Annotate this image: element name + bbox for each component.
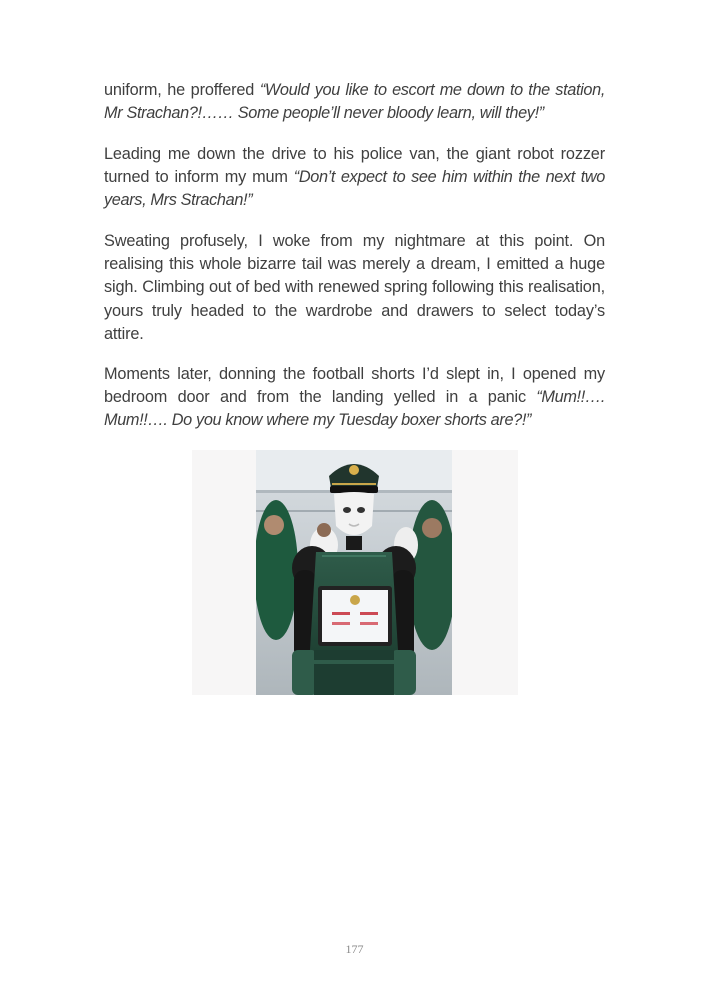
page-number: 177 [345, 942, 364, 956]
paragraph-1-text: uniform, he proffered [104, 81, 260, 99]
robot-police-illustration [256, 450, 452, 695]
paragraph-4-quote: “Mum!!…. Mum!!…. Do you know where my Tuesday boxer shorts are?!” [104, 388, 605, 430]
paragraph-2-quote: “Don’t expect to see him within the next two years, Mrs Strachan!” [104, 168, 605, 210]
paragraph-2 [104, 143, 605, 213]
robot-police-photo [256, 450, 452, 695]
paragraph-2-text: Leading me down the drive to his police van, the giant robot rozzer turned to inform my mum [104, 145, 605, 187]
paragraph-3 [104, 230, 605, 346]
paragraph-4 [104, 363, 605, 433]
paragraph-1 [104, 79, 605, 125]
paragraph-3-text: Sweating profusely, I woke from my nightmare at this point. On realising this whole bizarre tail was merely a dream, I emitted a huge sigh. Climbing out of bed with renewed spring following this realisation, yours truly headed to the wardrobe and drawers to select today’s attire. [104, 232, 605, 343]
paragraph-1-quote: “Would you like to escort me down to the station, Mr Strachan?!…… Some people’ll never bloody learn, will they!” [104, 81, 605, 123]
paragraph-4-text: Moments later, donning the football shorts I’d slept in, I opened my bedroom door and from the landing yelled in a panic [104, 365, 605, 407]
robot-police-photo-frame [192, 450, 518, 695]
